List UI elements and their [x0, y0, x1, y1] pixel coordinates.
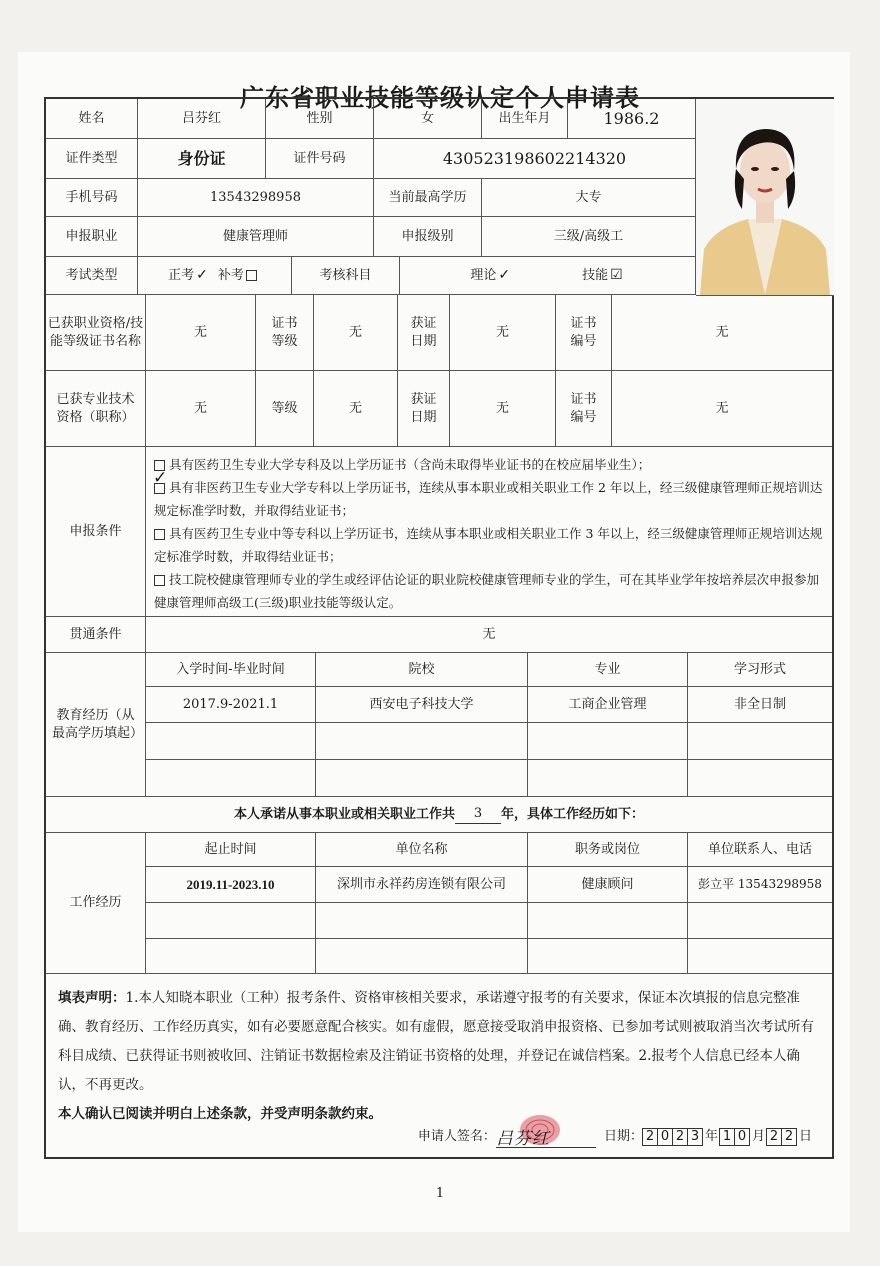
date-digit: 2 [642, 1128, 658, 1146]
work-row-contact: 彭立平 13543298958 [688, 867, 832, 903]
name-label: 姓名 [46, 99, 138, 139]
edu-empty-cell [146, 723, 316, 760]
gender-value: 女 [374, 99, 482, 139]
declaration-body: 1.本人知晓本职业（工种）报考条件、资格审核相关要求，承诺遵守报考的有关要求，保证本次填报的信息完整准确、教育经历、工作经历真实，如有必要愿意配合核实。如有虚假，愿意接受取消申报资格、已参加考试则被取消当次考试所有科目成绩、已获得证书则被收回、注销证书数据检索及注销证书资格的处理，并登记在诚信档案。2.报考个人信息已经本人确认，不再更改。 [58, 990, 814, 1093]
job-value: 健康管理师 [138, 217, 374, 257]
conditions-list [146, 447, 832, 617]
signature-field[interactable] [496, 1125, 596, 1148]
work-empty-cell [528, 939, 688, 974]
apply-level-label: 申报级别 [374, 217, 482, 257]
work-empty-cell [146, 939, 316, 974]
checkbox-empty-icon[interactable] [154, 529, 165, 540]
work-years-value: 3 [455, 805, 501, 824]
date-digit: 1 [719, 1128, 735, 1146]
edu-header-school: 院校 [316, 653, 528, 687]
skill-option[interactable]: 技能 [582, 267, 609, 283]
apply-level-value: 三级/高级工 [482, 217, 696, 257]
title-cert-date-label: 获证日期 [398, 371, 450, 447]
edu-row-major: 工商企业管理 [528, 687, 688, 723]
edu-empty-cell [688, 760, 832, 797]
year-suffix: 年 [704, 1129, 718, 1144]
checkbox-empty-icon[interactable] [154, 575, 165, 586]
month-suffix: 月 [751, 1129, 765, 1144]
declaration-text [58, 984, 822, 1100]
name-value: 吕芬红 [138, 99, 266, 139]
edu-empty-cell [316, 723, 528, 760]
work-years-suffix: 年，具体工作经历如下： [501, 806, 645, 822]
checkbox-empty-icon [246, 270, 257, 281]
check-mark-icon: ✓ [498, 267, 511, 284]
title-cert-no-value: 无 [612, 371, 832, 447]
id-number-value: 430523198602214320 [374, 139, 696, 179]
theory-option[interactable]: 理论 [470, 267, 497, 283]
work-label: 工作经历 [46, 833, 146, 974]
work-years-statement [46, 797, 832, 833]
cert-no-label: 证书编号 [556, 295, 612, 371]
declaration-lead: 填表声明： [58, 990, 126, 1006]
title-cert-name-value: 无 [146, 371, 256, 447]
date-digit: 2 [672, 1128, 688, 1146]
title-cert-label: 已获专业技术资格（职称） [46, 371, 146, 447]
phone-label: 手机号码 [46, 179, 138, 217]
birth-label: 出生年月 [482, 99, 568, 139]
work-header-period: 起止时间 [146, 833, 316, 867]
conditions-label: 申报条件 [46, 447, 146, 617]
id-number-label: 证件号码 [266, 139, 374, 179]
work-empty-cell [688, 903, 832, 939]
declaration-section [46, 974, 832, 1159]
work-row-position: 健康顾问 [528, 867, 688, 903]
education-label: 教育经历（从最高学历填起） [46, 653, 146, 797]
work-empty-cell [316, 939, 528, 974]
condition-item: 具有医药卫生专业大学专科及以上学历证书（含尚未取得毕业证书的在校应届毕业生）； [154, 453, 650, 476]
edu-empty-cell [688, 723, 832, 760]
checkbox-checked-icon: ☑ [610, 267, 623, 284]
cert-name-label: 已获职业资格/技能等级证书名称 [46, 295, 146, 371]
page-number: 1 [435, 1186, 445, 1201]
work-header-position: 职务或岗位 [528, 833, 688, 867]
work-empty-cell [688, 939, 832, 974]
form-title: 广东省职业技能等级认定个人申请表 [240, 84, 640, 112]
portrait-image [696, 99, 834, 295]
subject-label: 考核科目 [292, 257, 400, 295]
edu-empty-cell [146, 760, 316, 797]
date-digit: 2 [781, 1128, 797, 1146]
date-digit: 3 [687, 1128, 703, 1146]
normal-exam-option[interactable]: 正考 [168, 267, 195, 283]
applicant-photo [696, 99, 834, 296]
work-empty-cell [146, 903, 316, 939]
through-label: 贯通条件 [46, 617, 146, 653]
title-cert-grade-value: 无 [314, 371, 398, 447]
id-type-value: 身份证 [138, 139, 266, 179]
check-mark-icon: ✓ [153, 468, 168, 488]
work-years-prefix: 本人承诺从事本职业或相关职业工作共 [233, 806, 455, 822]
work-header-company: 单位名称 [316, 833, 528, 867]
gender-label: 性别 [266, 99, 374, 139]
education-level-label: 当前最高学历 [374, 179, 482, 217]
condition-item: ✓ 具有非医药卫生专业大学专科以上学历证书，连续从事本职业或相关职业工作 2 年以上，经三级健康管理师正规培训达规定标准学时数，并取得结业证书； [153, 468, 823, 518]
date-digit: 0 [734, 1128, 750, 1146]
edu-header-mode: 学习形式 [688, 653, 832, 687]
cert-date-label: 获证日期 [398, 295, 450, 371]
title-cert-grade-label: 等级 [256, 371, 314, 447]
id-type-label: 证件类型 [46, 139, 138, 179]
signature-handwriting: 吕芬红 [495, 1129, 550, 1149]
birth-value: 1986.2 [568, 99, 696, 139]
date-digit: 0 [657, 1128, 673, 1146]
check-mark-icon: ✓ [196, 267, 208, 284]
makeup-exam-option[interactable]: 补考 [217, 267, 244, 283]
day-suffix: 日 [798, 1129, 812, 1144]
education-level-value: 大专 [482, 179, 696, 217]
edu-row-school: 西安电子科技大学 [316, 687, 528, 723]
work-row-company: 深圳市永祥药房连锁有限公司 [316, 867, 528, 903]
exam-type-label: 考试类型 [46, 257, 138, 295]
edu-header-period: 入学时间-毕业时间 [146, 653, 316, 687]
declaration-confirm: 本人确认已阅读并明白上述条款，并受声明条款约束。 [58, 1106, 382, 1122]
edu-empty-cell [528, 723, 688, 760]
subject-options [400, 257, 696, 295]
title-cert-no-label: 证书编号 [556, 371, 612, 447]
work-empty-cell [528, 903, 688, 939]
job-label: 申报职业 [46, 217, 138, 257]
exam-type-options [138, 257, 292, 295]
condition-item: 具有医药卫生专业中等专科以上学历证书，连续从事本职业或相关职业工作 3 年以上，经三级健康管理师正规培训达规定标准学时数，并取得结业证书； [154, 526, 823, 564]
cert-date-value: 无 [450, 295, 556, 371]
edu-header-major: 专业 [528, 653, 688, 687]
edu-empty-cell [528, 760, 688, 797]
cert-grade-value: 无 [314, 295, 398, 371]
title-cert-date-value: 无 [450, 371, 556, 447]
edu-row-period: 2017.9-2021.1 [146, 687, 316, 723]
cert-no-value: 无 [612, 295, 832, 371]
condition-item: 技工院校健康管理师专业的学生或经评估论证的职业院校健康管理师专业的学生，可在其毕业学年按培养层次申报参加健康管理师高级工(三级)职业技能等级认定。 [154, 572, 820, 610]
date-digit: 2 [766, 1128, 782, 1146]
date-label: 日期： [603, 1129, 643, 1144]
edu-empty-cell [316, 760, 528, 797]
work-row-period: 2019.11-2023.10 [146, 867, 316, 903]
work-header-contact: 单位联系人、电话 [688, 833, 832, 867]
signature-label: 申请人签名： [417, 1129, 496, 1144]
work-empty-cell [316, 903, 528, 939]
through-value: 无 [146, 617, 832, 653]
cert-grade-label: 证书等级 [256, 295, 314, 371]
cert-name-value: 无 [146, 295, 256, 371]
application-form [44, 97, 834, 1159]
edu-row-mode: 非全日制 [688, 687, 832, 723]
phone-value: 13543298958 [138, 179, 374, 217]
signature-line [418, 1122, 812, 1151]
